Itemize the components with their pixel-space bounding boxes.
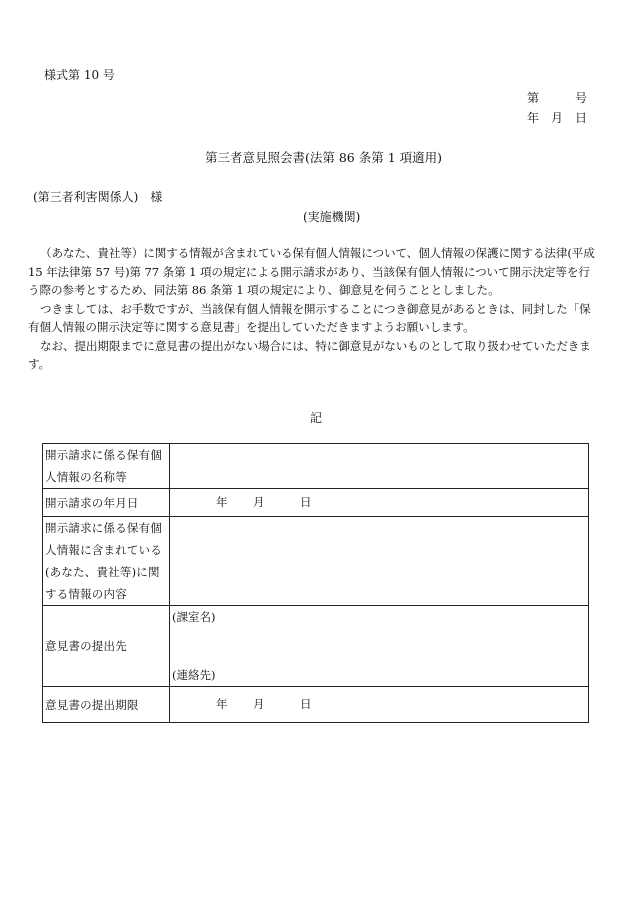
document-number: 第 号 <box>527 91 588 105</box>
row-value-info-content <box>170 517 589 606</box>
deadline-day: 日 <box>300 697 312 711</box>
row-value-request-date <box>170 489 589 517</box>
table-row-submission-dest <box>43 606 589 687</box>
document-title: 第三者意見照会書(法第 86 条第 1 項適用) <box>205 150 443 165</box>
body-text <box>28 244 598 374</box>
row-label-submission-dest: 意見書の提出先 <box>43 606 170 687</box>
table-row-request-date <box>43 489 589 517</box>
form-number: 様式第 10 号 <box>44 68 115 82</box>
dept-name-label: (課室名) <box>172 610 216 624</box>
row-label-request-date: 開示請求の年月日 <box>43 489 170 517</box>
body-paragraph-2: つきましては、お手数ですが、当該保有個人情報を開示することにつき御意見があるときは、同封した「保有個人情報の開示決定等に関する意見書」を提出していただきますようお願いします。 <box>28 301 591 334</box>
request-day: 日 <box>300 495 312 509</box>
row-label-deadline: 意見書の提出期限 <box>43 687 170 723</box>
sender-line: (実施機関) <box>303 210 361 224</box>
deadline-month: 月 <box>253 697 265 711</box>
table-row-deadline <box>43 687 589 723</box>
row-value-deadline <box>170 687 589 723</box>
details-table <box>42 443 589 723</box>
request-month: 月 <box>253 495 265 509</box>
table-row-info-name <box>43 444 589 489</box>
contact-label: (連絡先) <box>172 668 216 682</box>
row-value-submission-dest <box>170 606 589 687</box>
row-value-info-name <box>170 444 589 489</box>
body-paragraph-1: （あなた、貴社等）に関する情報が含まれている保有個人情報について、個人情報の保護に関する法律(平成 15 年法律第 57 号)第 77 条第 1 項の規定による開示請求があり、当該保有個人情報について開示決定等を行う際の参考とするため、同法第 86 条第 1 項の規定により、御意見を伺うこととしました。 <box>28 246 595 297</box>
deadline-year: 年 <box>216 697 228 711</box>
table-row-info-content <box>43 517 589 606</box>
row-label-info-content: 開示請求に係る保有個人情報に含まれている(あなた、貴社等)に関する情報の内容 <box>43 517 170 606</box>
document-date: 年 月 日 <box>527 111 588 125</box>
ki-heading: 記 <box>310 411 323 425</box>
body-paragraph-3: なお、提出期限までに意見書の提出がない場合には、特に御意見がないものとして取り扱わせていただきます。 <box>28 338 591 371</box>
recipient-line: (第三者利害関係人) 様 <box>33 190 163 204</box>
row-label-info-name: 開示請求に係る保有個人情報の名称等 <box>43 444 170 489</box>
request-year: 年 <box>216 495 228 509</box>
